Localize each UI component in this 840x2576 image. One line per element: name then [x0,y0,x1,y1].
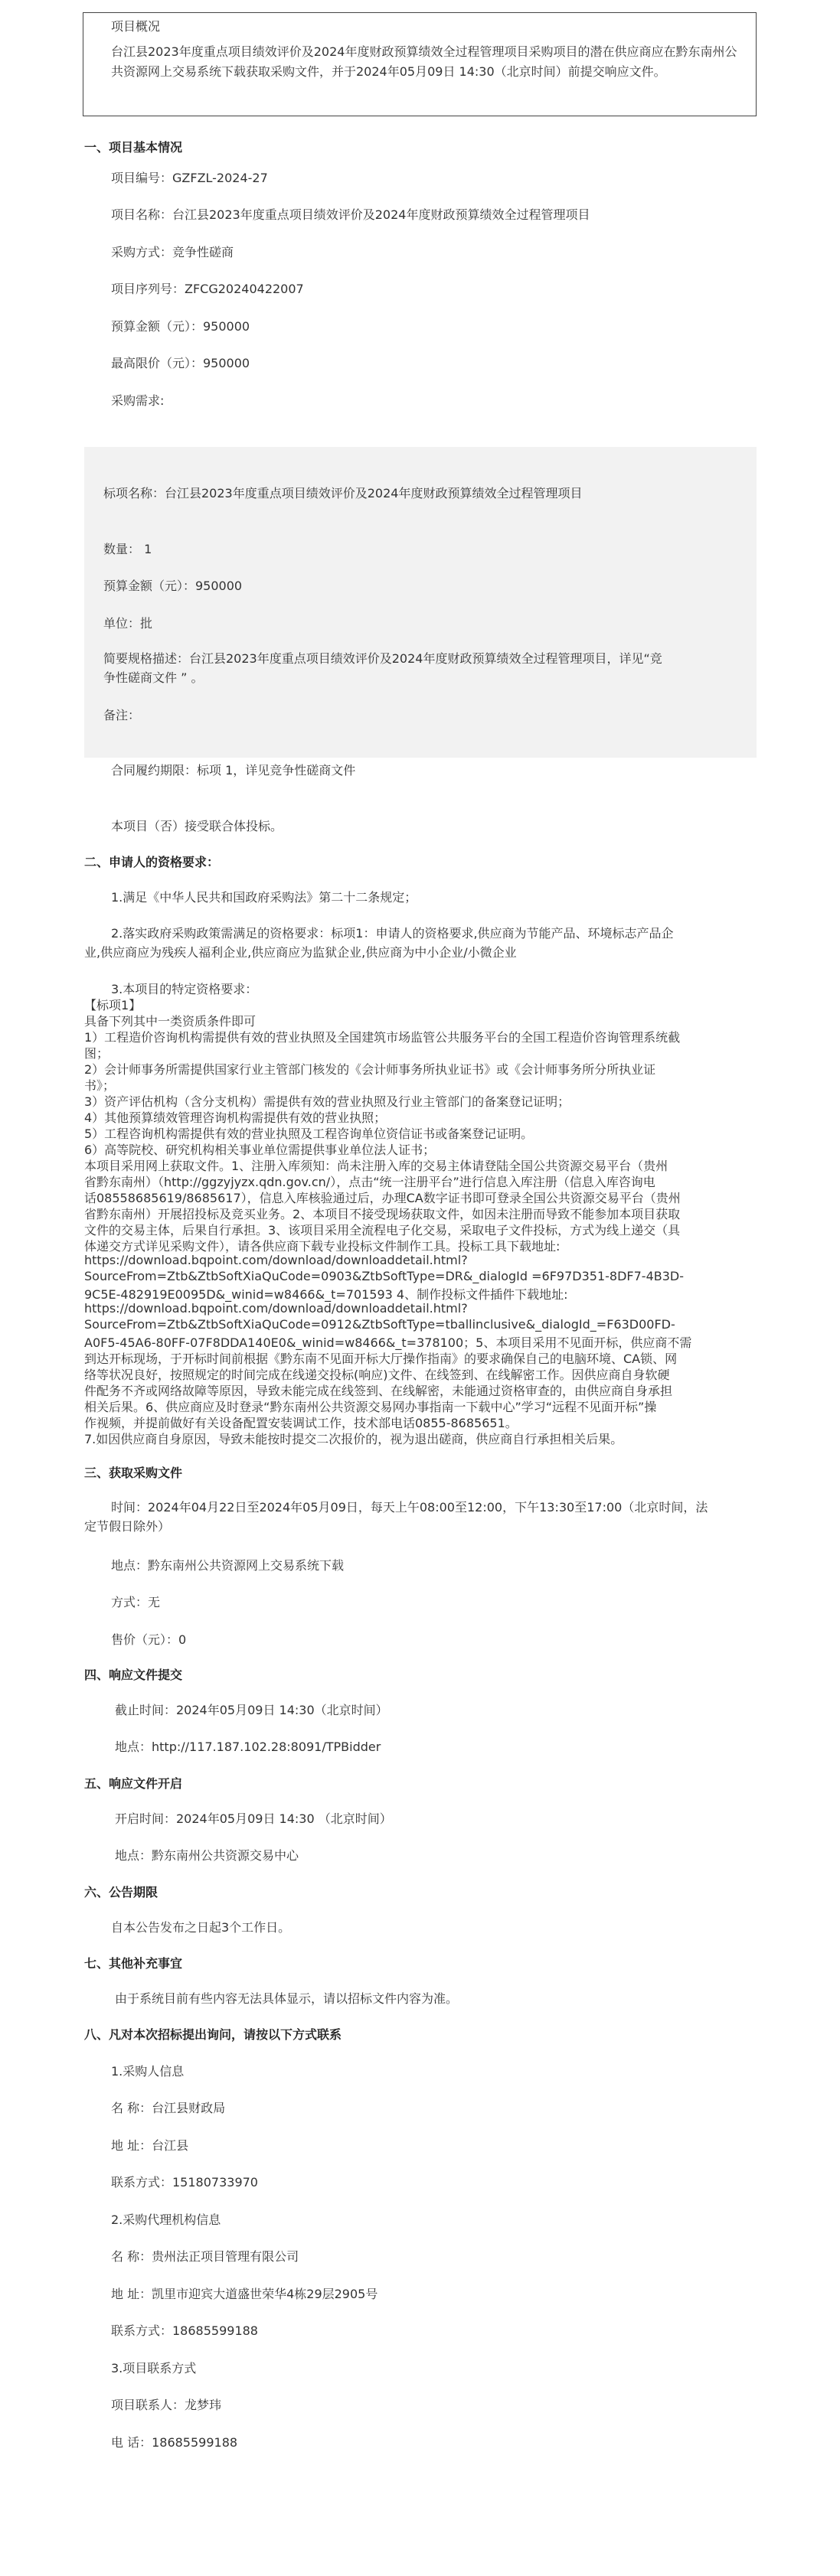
notice-line-13: 到达开标现场，于开标时间前根据《黔东南不见面开标大厅操作指南》的要求确保自己的电脑环境、CA锁、网 [84,1352,678,1366]
opening-place: 地点：黔东南州公共资源交易中心 [115,1848,299,1863]
budget-amount: 预算金额（元）：950000 [111,319,250,334]
submission-place: 地点：http://117.187.102.28:8091/TPBidder [115,1740,381,1754]
lot-spec-line-1: 简要规格描述：台江县2023年度重点项目绩效评价及2024年度财政预算绩效全过程管理项目，详见“竞 [103,651,662,666]
section-1-heading: 一、项目基本情况 [84,140,183,155]
req-intro: 具备下列其中一类资质条件即可 [84,1014,257,1029]
lot-budget: 预算金额（元）：950000 [103,579,243,593]
section-5-heading: 五、响应文件开启 [84,1776,183,1791]
opening-time: 开启时间：2024年05月09日 14:30 （北京时间） [115,1811,392,1826]
req-4: 4）其他预算绩效管理咨询机构需提供有效的营业执照； [84,1110,387,1125]
agency-phone: 联系方式：18685599188 [111,2323,258,2338]
req-2-line-1: 2）会计师事务所需提供国家行业主管部门核发的《会计师事务所执业证书》或《会计师事务所分所执业证 [84,1062,656,1077]
notice-line-9: 9C5E-482919E0095D&_winid=w8466&_t=701593 4、制作投标文件插件下载地址: [84,1287,568,1302]
project-number: 项目编号：GZFZL-2024-27 [111,171,268,185]
buyer-info-title: 1.采购人信息 [111,2064,185,2079]
buyer-address: 地 址：台江县 [111,2138,189,2153]
section-4-heading: 四、响应文件提交 [84,1668,183,1682]
project-serial: 项目序列号：ZFCG20240422007 [111,282,304,296]
lot-unit: 单位：批 [103,616,153,631]
overview-text: 台江县2023年度重点项目绩效评价及2024年度财政预算绩效全过程管理项目采购项目的潜在供应商应在黔东南州公共资源网上交易系统下载获取采购文件，并于2024年05月09日 14:30（北京时间）前提交响应文件。 [111,44,737,79]
contact-phone: 电 话：18685599188 [111,2435,238,2450]
other-notes: 由于系统目前有些内容无法具体显示，请以招标文件内容为准。 [115,1991,459,2006]
consortium-note: 本项目（否）接受联合体投标。 [111,819,283,833]
lot-1-label: 【标项1】 [84,998,142,1012]
section-3-heading: 三、获取采购文件 [84,1466,183,1480]
qualification-2-line-2: 业,供应商应为残疾人福利企业,供应商应为监狱企业,供应商为中小企业/小微企业 [84,945,517,960]
notice-line-17: 作视频，并提前做好有关设备配置安装调试工作，技术部电话0855-8685651。 [84,1416,518,1430]
qualification-1: 1.满足《中华人民共和国政府采购法》第二十二条规定； [111,890,417,905]
notice-line-5: 文件的交易主体，后果自行承担。3、该项目采用全流程电子化交易，采取电子文件投标，方式为线上递交（具 [84,1223,681,1237]
notice-line-15: 件配务不齐或网络故障等原因，导致未能完成在线签到、在线解密，未能通过资格审查的，由供应商自身承担 [84,1384,673,1398]
download-link-1-query[interactable]: SourceFrom=Ztb&ZtbSoftXiaQuCode=0903&ZtbSoftType=DR&_dialogId =6F97D351-8DF7-4B3D- [84,1269,684,1283]
contact-person: 项目联系人：龙梦玮 [111,2398,222,2412]
lot-remark: 备注： [103,708,141,722]
notice-line-3: 话08558685619/8685617），信息入库核验通过后，办理CA数字证书即可登录全国公共资源交易平台（贵州 [84,1191,681,1205]
notice-line-6: 体递交方式详见采购文件），请各供应商下载专业投标文件制作工具。投标工具下载地址: [84,1239,561,1254]
acquire-time-line-1: 时间：2024年04月22日至2024年05月09日，每天上午08:00至12:00，下午13:30至17:00（北京时间，法 [111,1500,708,1515]
req-1-line-2: 图； [84,1046,109,1061]
section-2-heading: 二、申请人的资格要求： [84,855,220,869]
contact-info-title: 3.项目联系方式 [111,2361,197,2375]
lot-name: 标项名称：台江县2023年度重点项目绩效评价及2024年度财政预算绩效全过程管理项目 [103,486,583,501]
download-link-2-query[interactable]: SourceFrom=Ztb&ZtbSoftXiaQuCode=0912&ZtbSoftType=tballinclusive&_dialogId_=F63D00FD- [84,1317,675,1332]
contract-period: 合同履约期限：标项 1，详见竞争性磋商文件 [111,763,356,778]
notice-line-18: 7.如因供应商自身原因，导致未能按时提交二次报价的，视为退出磋商，供应商自行承担相关后果。 [84,1432,623,1446]
acquire-price: 售价（元）：0 [111,1632,187,1647]
max-price: 最高限价（元）：950000 [111,356,250,370]
agency-address: 地 址：凯里市迎宾大道盛世荣华4栋29层2905号 [111,2287,378,2301]
lot-quantity: 数量： 1 [103,542,152,556]
download-link-1[interactable]: https://download.bqpoint.com/download/downloaddetail.html? [84,1253,468,1267]
notice-line-4: 省黔东南州）开展招投标及竞买业务。2、本项目不接受现场获取文件，如因未注册而导致不能参加本项目获取 [84,1207,681,1221]
qualification-2-line-1: 2.落实政府采购政策需满足的资格要求：标项1：申请人的资格要求,供应商为节能产品、环境标志产品企 [111,926,674,941]
notice-line-2: 省黔东南州）（http://ggzyjyzx.qdn.gov.cn/），点击“统一注册平台”进行信息入库注册（信息入库咨询电 [84,1175,655,1189]
notice-line-16: 相关后果。6、供应商应及时登录“黔东南州公共资源交易网办事指南一下载中心”学习“远程不见面开标”操 [84,1400,657,1414]
submission-deadline: 截止时间：2024年05月09日 14:30（北京时间） [115,1703,388,1717]
req-2-line-2: 书》； [84,1078,116,1093]
procurement-demand: 采购需求: [111,393,165,408]
notice-line-14: 络等状况良好，按照规定的时间完成在线递交投标(响应)文件、在线签到、在线解密工作。因供应商自身软硬 [84,1368,670,1382]
notice-line-1: 本项目采用网上获取文件。1、注册入库须知：尚未注册入库的交易主体请登陆全国公共资源交易平台（贵州 [84,1159,668,1173]
req-1-line-1: 1）工程造价咨询机构需提供有效的营业执照及全国建筑市场监管公共服务平台的全国工程造价咨询管理系统截 [84,1030,681,1045]
acquire-method: 方式：无 [111,1595,161,1609]
download-link-2[interactable]: https://download.bqpoint.com/download/downloaddetail.html? [84,1301,468,1316]
section-7-heading: 七、其他补充事宜 [84,1956,183,1971]
acquire-place: 地点：黔东南州公共资源网上交易系统下载 [111,1558,345,1573]
req-6: 6）高等院校、研究机构相关事业单位需提供事业单位法人证书； [84,1143,436,1157]
project-name: 项目名称：台江县2023年度重点项目绩效评价及2024年度财政预算绩效全过程管理项目 [111,207,590,222]
lot-spec-line-2: 争性磋商文件 ” 。 [103,670,204,685]
notice-period: 自本公告发布之日起3个工作日。 [111,1920,291,1935]
section-8-heading: 八、凡对本次招标提出询问，请按以下方式联系 [84,2027,342,2042]
buyer-name: 名 称：台江县财政局 [111,2101,226,2115]
procurement-method: 采购方式：竞争性磋商 [111,245,234,259]
buyer-phone: 联系方式：15180733970 [111,2175,258,2190]
req-5: 5）工程咨询机构需提供有效的营业执照及工程咨询单位资信证书或备案登记证明。 [84,1127,534,1141]
req-3: 3）资产评估机构（含分支机构）需提供有效的营业执照及行业主管部门的备案登记证明； [84,1094,570,1109]
agency-info-title: 2.采购代理机构信息 [111,2212,221,2227]
overview-title: 项目概况 [111,19,161,34]
agency-name: 名 称：贵州法正项目管理有限公司 [111,2249,299,2264]
section-6-heading: 六、公告期限 [84,1885,159,1899]
acquire-time-line-2: 定节假日除外） [84,1519,171,1534]
notice-line-12: A0F5-45A6-80FF-07F8DDA140E0&_winid=w8466&_t=378100；5、本项目采用不见面开标，供应商不需 [84,1335,692,1350]
qualification-3: 3.本项目的特定资格要求： [111,982,258,996]
